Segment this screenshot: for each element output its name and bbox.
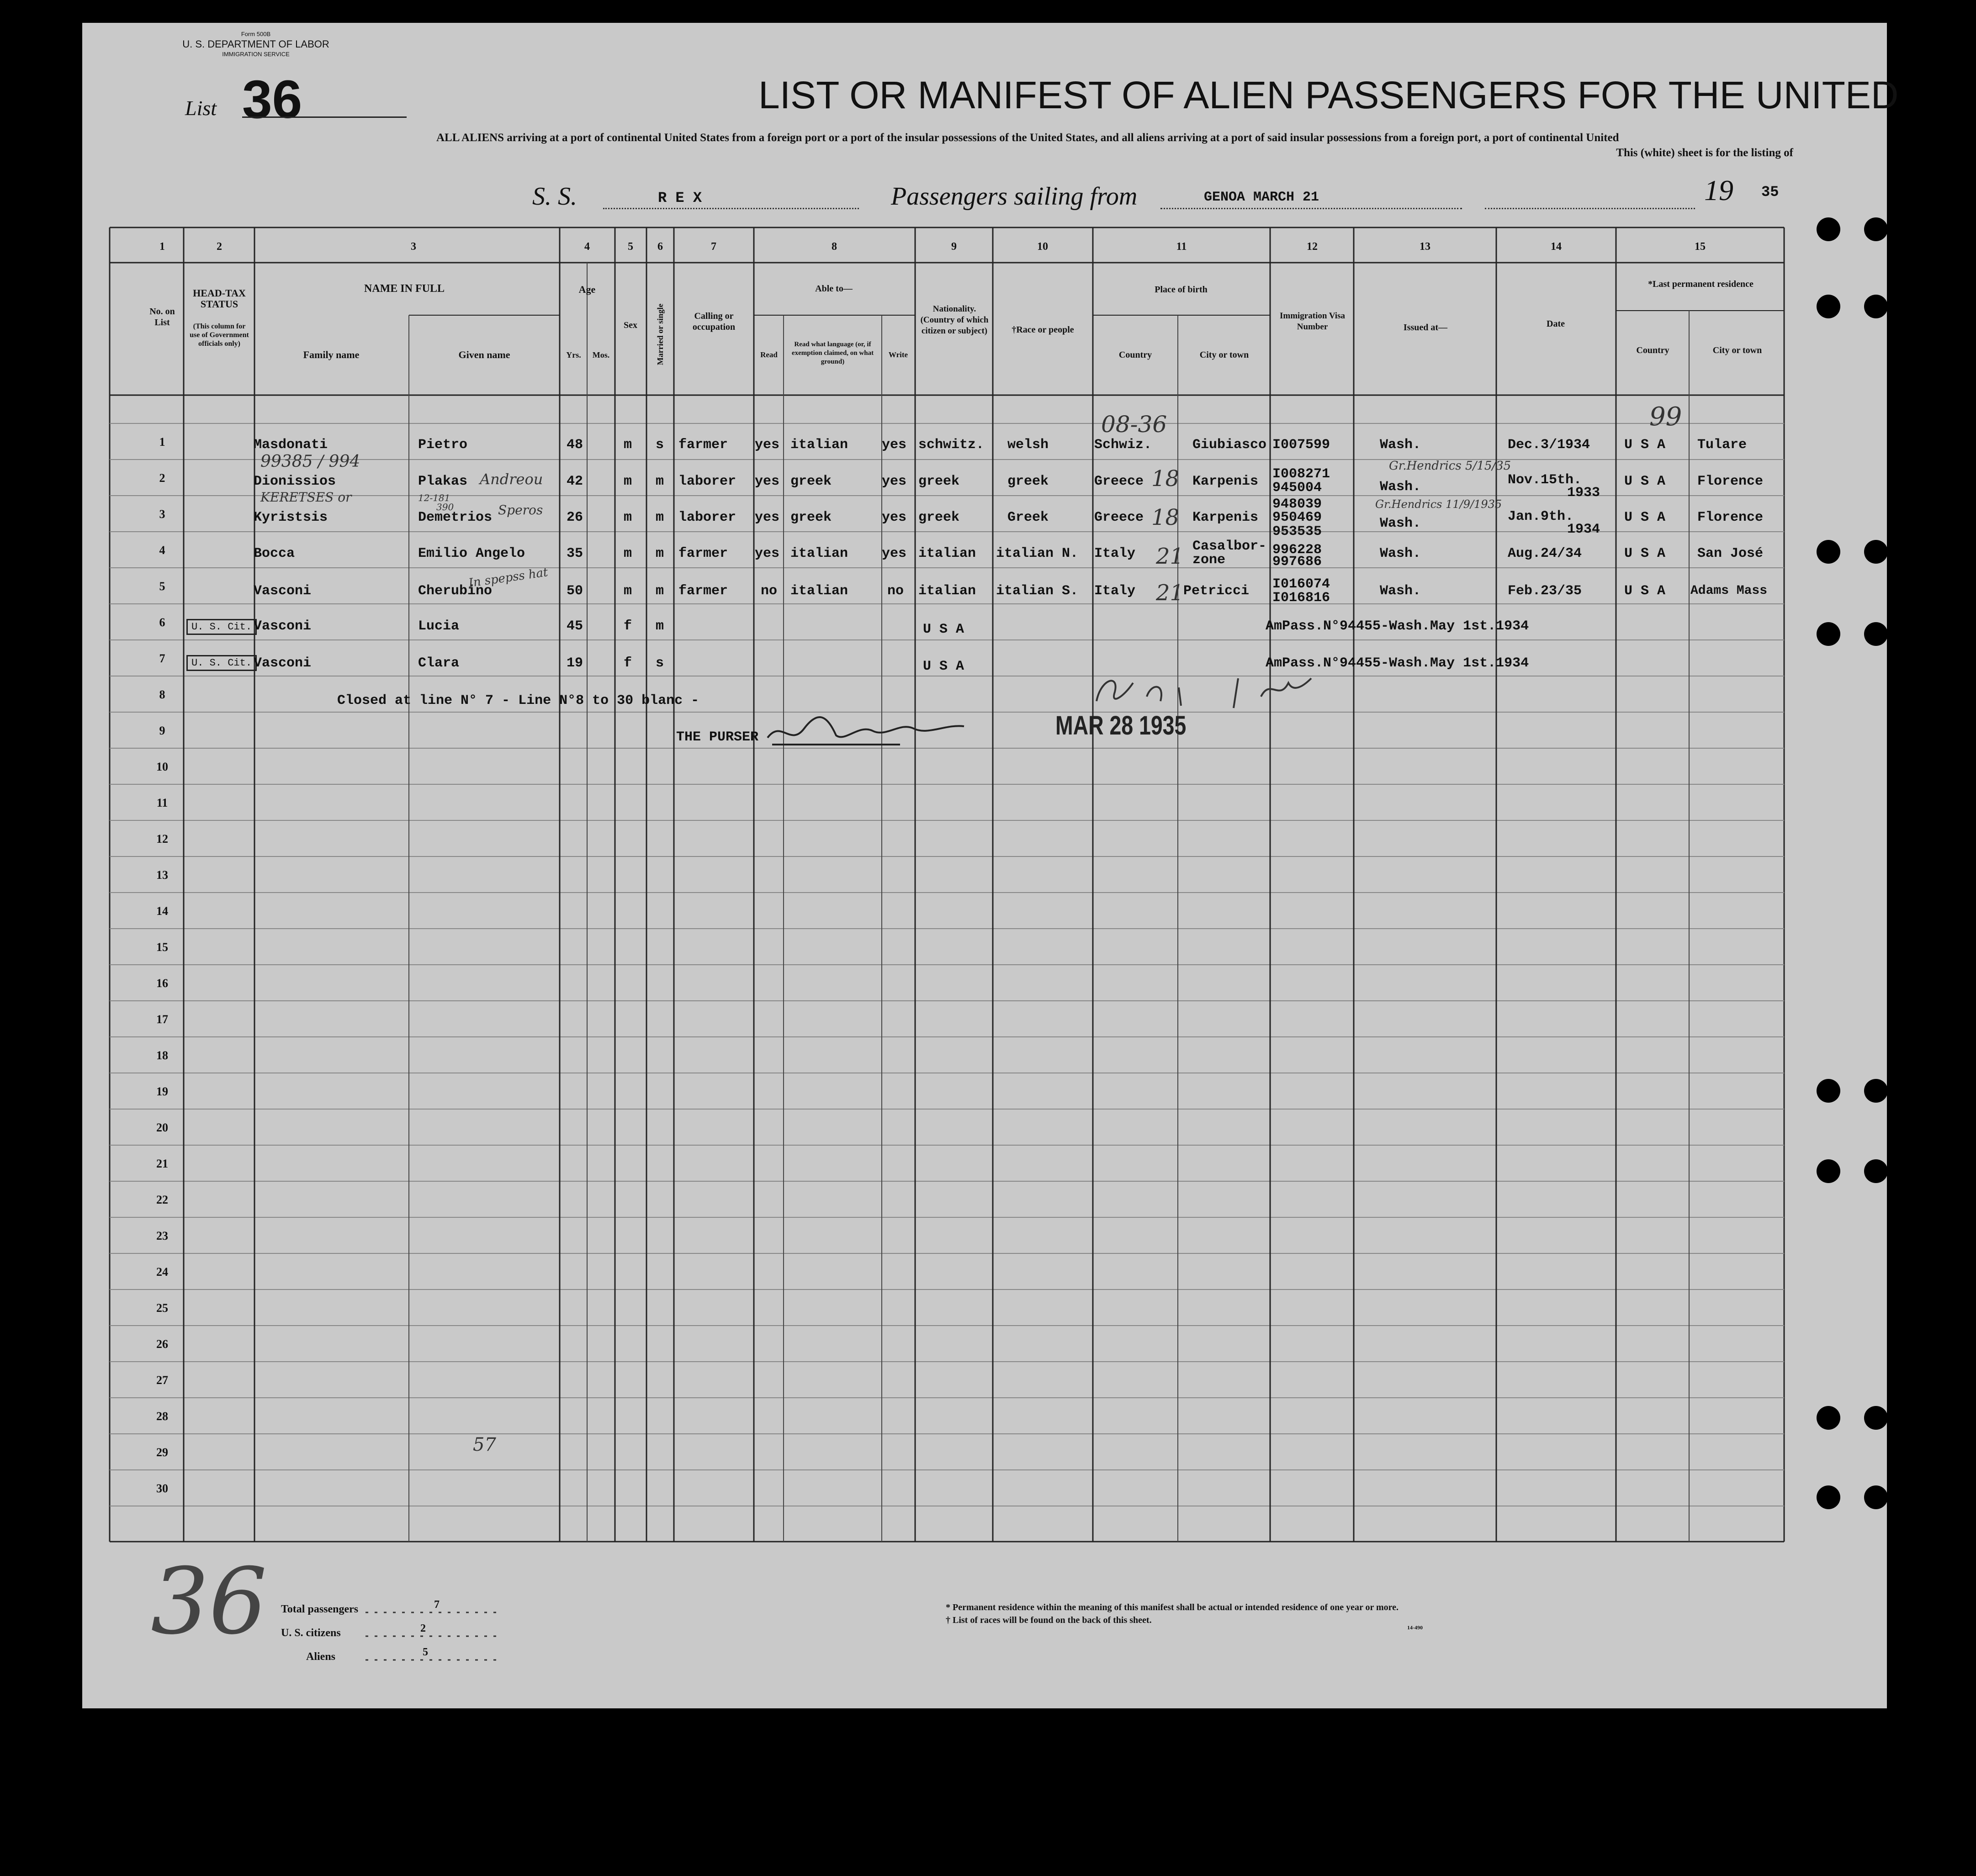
issued-at: Wash. <box>1380 479 1421 495</box>
given-name: Cherubino <box>418 583 493 599</box>
birth-country: Greece <box>1094 510 1144 525</box>
header-birth-country: Country <box>1118 350 1152 360</box>
ship-name: R E X <box>658 190 702 206</box>
header-visa-number: Immigration Visa Number <box>1279 311 1346 332</box>
list-label: List <box>185 96 217 120</box>
column-number: 9 <box>951 241 957 253</box>
handwritten-note: 18 <box>1151 466 1180 491</box>
occupation: farmer <box>678 583 728 599</box>
birth-city-continued: zone <box>1192 552 1226 568</box>
visa-date: Nov.15th. <box>1508 472 1582 488</box>
column-number: 14 <box>1551 241 1562 253</box>
issued-at: Wash. <box>1380 516 1421 531</box>
given-name: Pietro <box>418 437 468 453</box>
line-number: 15 <box>156 941 168 954</box>
ss-label: S. S. <box>532 182 577 211</box>
family-name: Masdonati <box>254 437 328 453</box>
header-age: Age <box>578 284 596 295</box>
marital-status: m <box>656 510 664 525</box>
column-number: 10 <box>1037 241 1048 253</box>
given-name: Clara <box>418 655 460 671</box>
birth-country: Italy <box>1094 583 1136 599</box>
line-number: 8 <box>159 688 165 701</box>
issued-at: Wash. <box>1380 546 1421 561</box>
read-language: greek <box>790 510 832 525</box>
sex: f <box>624 655 632 671</box>
inspector-initials <box>1087 669 1316 715</box>
residence-city: San José <box>1697 546 1764 561</box>
line-number: 2 <box>159 471 165 485</box>
sailing-label: Passengers sailing from <box>891 182 1138 211</box>
line-number: 25 <box>156 1301 168 1315</box>
nationality: U S A <box>923 622 964 637</box>
given-name: Emilio Angelo <box>418 546 525 561</box>
print-code: 14-490 <box>1407 1624 1423 1631</box>
family-name: Vasconi <box>254 655 312 671</box>
passport-info: AmPass.N°94455-Wash.May 1st.1934 <box>1266 655 1529 671</box>
age-years: 42 <box>567 474 583 489</box>
residence-country: U S A <box>1624 474 1666 489</box>
birth-country: Italy <box>1094 546 1136 561</box>
sailing-from: GENOA MARCH 21 <box>1204 190 1319 205</box>
birth-city: Casalbor- <box>1192 539 1267 554</box>
line-number: 5 <box>159 580 165 593</box>
head-tax-status-badge: U. S. Cit. <box>186 655 257 671</box>
can-write: yes <box>882 474 907 489</box>
issued-at: Wash. <box>1380 437 1421 453</box>
column-number: 4 <box>584 241 590 253</box>
visa-date: Dec.3/1934 <box>1508 437 1590 453</box>
residence-country: U S A <box>1624 437 1666 453</box>
handwritten-note: 08-36 <box>1101 411 1167 438</box>
read-language: italian <box>790 546 848 561</box>
birth-city: Karpenis <box>1192 474 1259 489</box>
year-suffix: 35 <box>1761 184 1779 201</box>
line-number: 24 <box>156 1265 168 1279</box>
header-age-yrs: Yrs. <box>566 350 581 359</box>
sex: m <box>624 437 632 453</box>
footnote-races: † List of races will be found on the back of this sheet. <box>946 1615 1152 1625</box>
purser-label: THE PURSER <box>676 729 759 745</box>
column-number: 7 <box>711 241 716 253</box>
handwritten-note: Speros <box>498 502 543 518</box>
line-number: 11 <box>156 796 168 809</box>
can-write: yes <box>882 546 907 561</box>
can-read: no <box>761 583 778 599</box>
visa-date: Feb.23/35 <box>1508 583 1582 599</box>
us-citizens-value: 2 <box>420 1622 426 1634</box>
birth-country: Greece <box>1094 474 1144 489</box>
handwritten-note: KERETSES or <box>260 490 352 505</box>
race: italian S. <box>996 583 1079 599</box>
visa-number: 996228 <box>1272 542 1322 558</box>
header-date: Date <box>1547 319 1565 329</box>
header-birth-city: City or town <box>1199 350 1249 360</box>
line-number: 26 <box>156 1337 168 1351</box>
aliens-value: 5 <box>423 1646 428 1658</box>
line-number: 9 <box>159 724 165 737</box>
can-read: yes <box>755 546 780 561</box>
residence-city: Florence <box>1697 474 1764 489</box>
column-number: 2 <box>217 241 222 253</box>
race: greek <box>1007 474 1049 489</box>
visa-number: I016816 <box>1272 590 1330 606</box>
can-read: yes <box>755 510 780 525</box>
department-name: U. S. DEPARTMENT OF LABOR <box>182 38 329 50</box>
line-number: 20 <box>156 1121 168 1134</box>
footnote-residence: * Permanent residence within the meaning of this manifest shall be actual or intended residence of one year or more. <box>946 1602 1399 1612</box>
head-tax-status-badge: U. S. Cit. <box>186 619 257 635</box>
age-years: 50 <box>567 583 583 599</box>
visa-number: I008271 <box>1272 466 1330 482</box>
visa-date: Aug.24/34 <box>1508 546 1582 561</box>
header-head-tax-note: (This column for use of Government officials only) <box>190 322 249 348</box>
line-number: 1 <box>159 435 165 449</box>
nationality: italian <box>918 546 976 561</box>
closed-note: Closed at line N° 7 - Line N°8 to 30 blanc - <box>337 693 699 708</box>
header-read: Read <box>760 350 778 359</box>
visa-number: I016074 <box>1272 576 1330 592</box>
line-number: 16 <box>156 977 168 990</box>
marital-status: m <box>656 546 664 561</box>
purser-signature <box>763 710 978 751</box>
header-nationality: Nationality. (Country of which citizen or subject) <box>920 304 989 336</box>
age-years: 26 <box>567 510 583 525</box>
visa-number: 950469 <box>1272 510 1322 525</box>
family-name: Vasconi <box>254 618 312 634</box>
line-number: 13 <box>156 868 168 882</box>
occupation: farmer <box>678 546 728 561</box>
header-read-language: Read what language (or, if exemption claimed, on what ground) <box>791 341 874 365</box>
header-residence-country: Country <box>1636 345 1669 355</box>
header-name-in-full: NAME IN FULL <box>364 283 445 295</box>
visa-number: 945004 <box>1272 480 1322 496</box>
column-number: 11 <box>1176 241 1187 253</box>
year-prefix: 19 <box>1704 174 1733 206</box>
race: Greek <box>1007 510 1049 525</box>
totals-dotted-lines <box>366 1608 503 1663</box>
header-sex: Sex <box>624 320 637 330</box>
column-number: 8 <box>832 241 837 253</box>
handwritten-note: 36 <box>151 1548 267 1655</box>
aliens-label: Aliens <box>306 1651 336 1663</box>
residence-country: U S A <box>1624 510 1666 525</box>
form-number: Form 500B <box>241 31 271 37</box>
family-name: Dionissios <box>254 474 336 489</box>
handwritten-note: In spepss hat <box>467 565 549 591</box>
sex: f <box>624 618 632 634</box>
nationality: italian <box>918 583 976 599</box>
marital-status: m <box>656 474 664 489</box>
handwritten-note: Andreou <box>480 470 543 488</box>
visa-year: 1934 <box>1567 522 1600 537</box>
header-able-to: Able to— <box>815 284 853 294</box>
header-write: Write <box>888 350 908 359</box>
nationality: schwitz. <box>918 437 985 453</box>
nationality: U S A <box>923 659 964 674</box>
handwritten-note: 99385 / 994 <box>260 452 360 471</box>
age-years: 19 <box>567 655 583 671</box>
service-name: IMMIGRATION SERVICE <box>222 51 290 58</box>
residence-city: Florence <box>1697 510 1764 525</box>
column-number: 12 <box>1307 241 1318 253</box>
age-years: 48 <box>567 437 583 453</box>
race: welsh <box>1007 437 1049 453</box>
occupation: laborer <box>678 510 736 525</box>
can-write: yes <box>882 437 907 453</box>
read-language: greek <box>790 474 832 489</box>
header-head-tax: HEAD-TAX STATUS <box>193 287 246 310</box>
line-number: 28 <box>156 1410 168 1423</box>
handwritten-note: Gr.Hendrics 5/15/35 <box>1389 459 1511 473</box>
header-calling: Calling or occupation <box>692 311 736 332</box>
column-number: 1 <box>159 241 165 253</box>
header-given-name: Given name <box>458 349 510 360</box>
passport-info: AmPass.N°94455-Wash.May 1st.1934 <box>1266 618 1529 634</box>
header-residence-city: City or town <box>1712 345 1762 355</box>
can-write: no <box>887 583 904 599</box>
residence-city: Tulare <box>1697 437 1747 453</box>
residence-city: Adams Mass <box>1690 584 1768 598</box>
header-place-of-birth: Place of birth <box>1155 285 1208 295</box>
column-number: 3 <box>411 241 416 253</box>
column-number: 13 <box>1420 241 1430 253</box>
header-age-mos: Mos. <box>592 350 610 359</box>
family-name: Vasconi <box>254 583 312 599</box>
handwritten-note: Gr.Hendrics 11/9/1935 <box>1375 498 1502 511</box>
marital-status: m <box>656 583 664 599</box>
header-last-residence: *Last permanent residence <box>1648 279 1754 289</box>
birth-city: Giubiasco <box>1192 437 1267 453</box>
given-name: Lucia <box>418 618 460 634</box>
occupation: farmer <box>678 437 728 453</box>
line-number: 10 <box>156 760 168 773</box>
marital-status: m <box>656 618 664 634</box>
us-citizens-label: U. S. citizens <box>281 1627 341 1639</box>
can-read: yes <box>755 437 780 453</box>
total-passengers-label: Total passengers <box>281 1603 359 1615</box>
header-family-name: Family name <box>303 349 360 360</box>
handwritten-note: 21 <box>1156 544 1184 569</box>
line-number: 3 <box>159 507 165 521</box>
line-number: 6 <box>159 616 165 629</box>
line-number: 4 <box>159 544 165 557</box>
handwritten-note: 57 <box>473 1434 496 1455</box>
line-number: 17 <box>156 1013 168 1026</box>
header-race: †Race or people <box>1012 325 1074 335</box>
instruction-line-1: ALL ALIENS arriving at a port of continental United States from a foreign port or a port of the insular possessions of the United States, and all aliens arriving at a port of said insular possessions from a foreign port, a port of continental United <box>436 132 1619 144</box>
can-write: yes <box>882 510 907 525</box>
read-language: italian <box>790 583 848 599</box>
handwritten-note: 390 <box>436 502 454 513</box>
header-married-or-single: Married or single <box>656 303 665 365</box>
age-years: 35 <box>567 546 583 561</box>
handwritten-note: 21 <box>1156 580 1184 606</box>
visa-year: 1933 <box>1567 485 1600 501</box>
line-number: 27 <box>156 1374 168 1387</box>
visa-number: 948039 <box>1272 497 1322 512</box>
line-number: 7 <box>159 652 165 665</box>
sex: m <box>624 546 632 561</box>
read-language: italian <box>790 437 848 453</box>
column-number: 15 <box>1695 241 1706 253</box>
line-number: 30 <box>156 1482 168 1495</box>
line-number: 22 <box>156 1193 168 1206</box>
visa-date: Jan.9th. <box>1508 509 1574 524</box>
birth-city: Karpenis <box>1192 510 1259 525</box>
issued-at: Wash. <box>1380 583 1421 599</box>
nationality: greek <box>918 510 960 525</box>
given-name: Plakas <box>418 474 468 489</box>
header-issued-at: Issued at— <box>1403 322 1448 333</box>
header-no-on-list: No. on List <box>149 307 175 328</box>
line-number: 21 <box>156 1157 168 1170</box>
handwritten-note: 18 <box>1151 505 1180 530</box>
nationality: greek <box>918 474 960 489</box>
marital-status: s <box>656 437 664 453</box>
line-number: 14 <box>156 904 168 918</box>
handwritten-note: 12-181 <box>418 492 450 503</box>
handwritten-note: 99 <box>1649 402 1682 432</box>
date-stamp: MAR 28 1935 <box>1055 711 1187 740</box>
list-number: 36 <box>242 69 302 130</box>
line-number: 29 <box>156 1446 168 1459</box>
can-read: yes <box>755 474 780 489</box>
visa-number: I007599 <box>1272 437 1330 453</box>
family-name: Bocca <box>254 546 295 561</box>
page-title: LIST OR MANIFEST OF ALIEN PASSENGERS FOR THE UNITED <box>758 74 1899 116</box>
occupation: laborer <box>678 474 736 489</box>
birth-country: Schwiz. <box>1094 437 1152 453</box>
family-name: Kyristsis <box>254 510 328 525</box>
marital-status: s <box>656 655 664 671</box>
sex: m <box>624 583 632 599</box>
visa-number: 997686 <box>1272 554 1322 570</box>
line-number: 23 <box>156 1229 168 1242</box>
residence-country: U S A <box>1624 546 1666 561</box>
total-passengers-value: 7 <box>434 1599 440 1611</box>
sex: m <box>624 474 632 489</box>
race: italian N. <box>996 546 1079 561</box>
birth-city: Petricci <box>1183 583 1250 599</box>
sex: m <box>624 510 632 525</box>
column-number: 6 <box>657 241 663 253</box>
given-name: Demetrios <box>418 510 493 525</box>
column-number: 5 <box>628 241 633 253</box>
residence-country: U S A <box>1624 583 1666 599</box>
line-number: 12 <box>156 832 168 846</box>
visa-number: 953535 <box>1272 524 1322 539</box>
line-number: 18 <box>156 1049 168 1062</box>
instruction-line-2: This (white) sheet is for the listing of <box>1616 147 1793 159</box>
line-number: 19 <box>156 1085 168 1098</box>
age-years: 45 <box>567 618 583 634</box>
